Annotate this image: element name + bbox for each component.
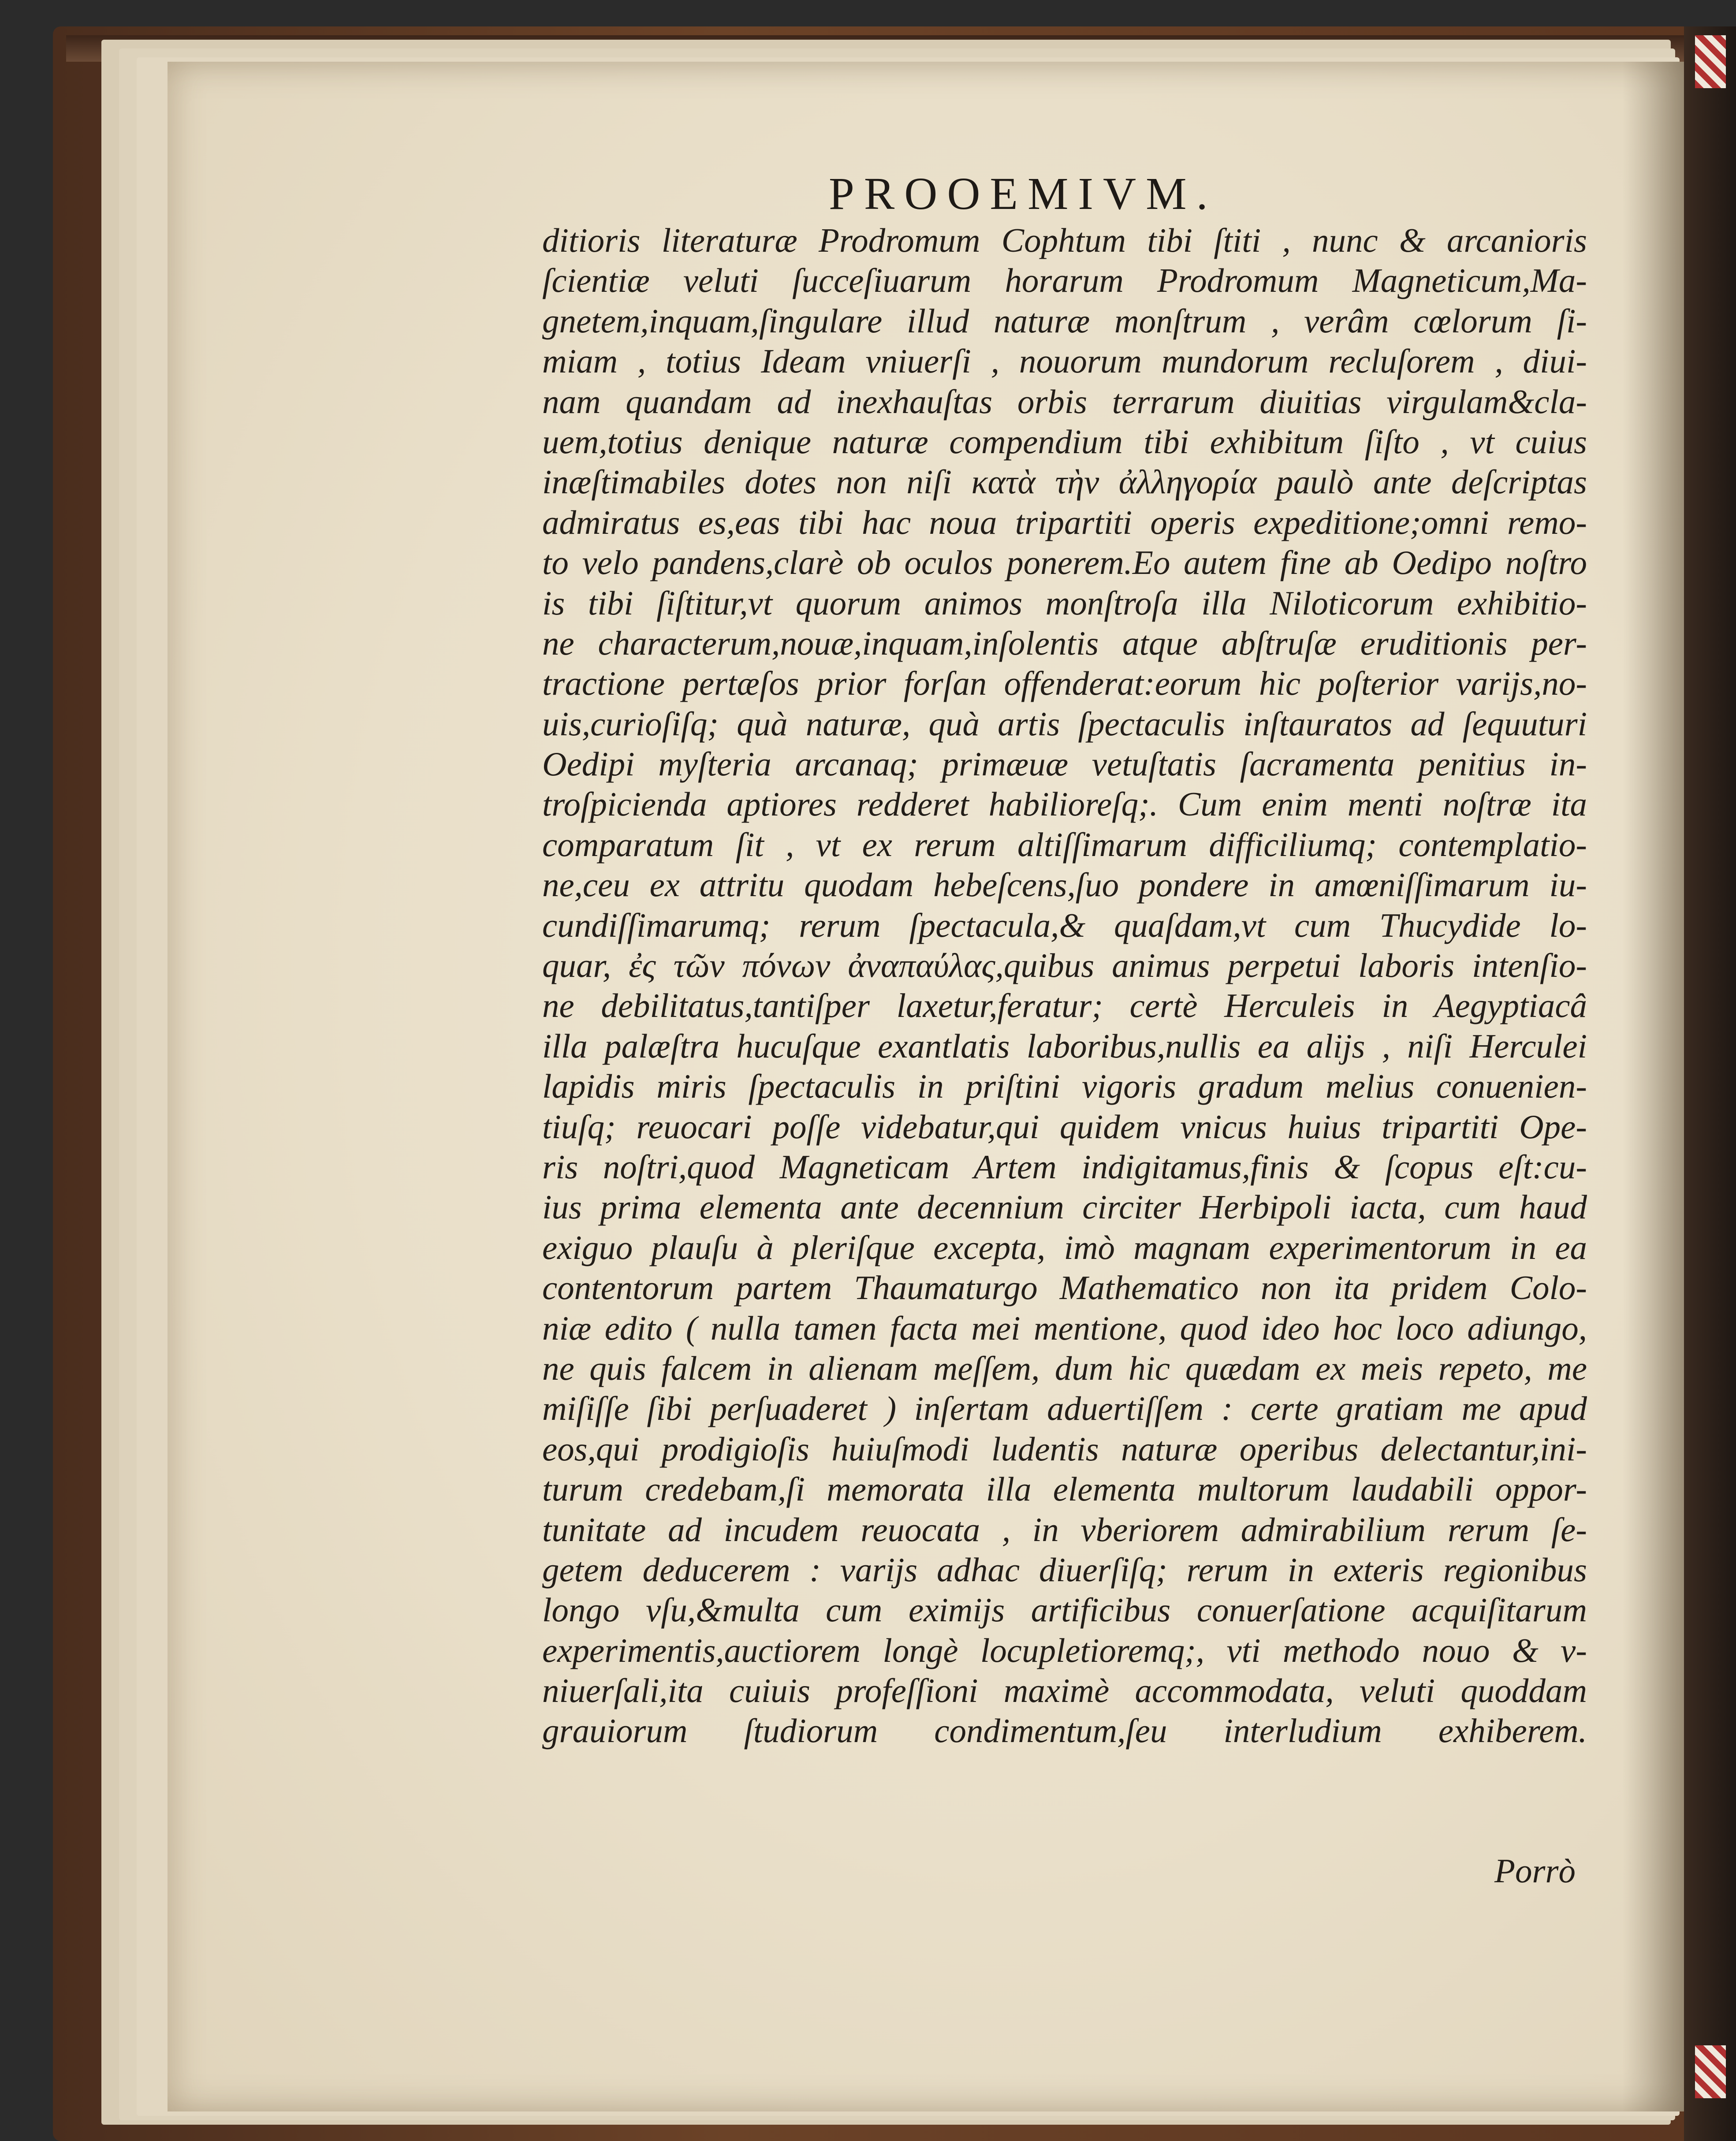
- text-line: nam quandam ad inexhauſtas orbis terrarum diuitias virgulam&cla-: [542, 382, 1587, 421]
- text-line: ne,ceu ex attritu quodam hebeſcens,ſuo pondere in amœniſſimarum iu-: [542, 866, 1587, 904]
- catchword: Porrò: [1494, 1852, 1576, 1890]
- text-line: niuerſali,ita cuiuis profeſſioni maximè accommodata, veluti quoddam: [542, 1672, 1587, 1710]
- text-line: ne debilitatus,tantiſper laxetur,feratur; certè Herculeis in Aegyptiacâ: [542, 987, 1587, 1025]
- text-line: contentorum partem Thaumaturgo Mathematico non ita pridem Colo-: [542, 1269, 1587, 1307]
- text-line: getem deducerem : varijs adhac diuerſiſq; rerum in exteris regionibus: [542, 1550, 1587, 1589]
- book-spine: [1684, 26, 1736, 2141]
- text-line: miſiſſe ſibi perſuaderet ) inſertam aduertiſſem : certe gratiam me apud: [542, 1389, 1587, 1428]
- text-line: turum credebam,ſi memorata illa elementa multorum laudabili oppor-: [542, 1470, 1587, 1508]
- text-line: ris noſtri,quod Magneticam Artem indigitamus,finis & ſcopus eſt:cu-: [542, 1147, 1587, 1186]
- text-line: uis,curioſiſq; quà naturæ, quà artis ſpectaculis inſtauratos ad ſequuturi: [542, 704, 1587, 743]
- headband-top: [1695, 35, 1726, 88]
- text-line: tractione pertæſos prior forſan offenderat:eorum hic poſterior varijs,no-: [542, 664, 1587, 703]
- text-line: ius prima elementa ante decennium circiter Herbipoli iacta, cum haud: [542, 1188, 1587, 1226]
- text-line: ſcientiæ veluti ſucceſiuarum horarum Prodromum Magneticum,Ma-: [542, 261, 1587, 300]
- text-line: quar, ἐς τῶν πόνων ἀναπαύλας,quibus animus perpetui laboris intenſio-: [542, 946, 1587, 985]
- headband-bottom: [1695, 2045, 1726, 2098]
- text-line: cundiſſimarumq; rerum ſpectacula,& quaſdam,vt cum Thucydide lo-: [542, 906, 1587, 944]
- text-line: troſpicienda aptiores redderet habilioreſq;. Cum enim menti noſtræ ita: [542, 785, 1587, 823]
- text-line: comparatum ſit , vt ex rerum altiſſimarum difficiliumq; contemplatio-: [542, 825, 1587, 864]
- text-line: niæ edito ( nulla tamen facta mei mentione, quod ideo hoc loco adiungo,: [542, 1309, 1587, 1347]
- text-line: experimentis,auctiorem longè locupletioremq;, vti methodo nouo & v-: [542, 1631, 1587, 1669]
- text-line: Oedipi myſteria arcanaq; primæuæ vetuſtatis ſacramenta penitius in-: [542, 745, 1587, 783]
- text-line: inæſtimabiles dotes non niſi κατὰ τὴν ἀλληγορία paulò ante deſcriptas: [542, 463, 1587, 501]
- text-line: uem,totius denique naturæ compendium tibi exhibitum ſiſto , vt cuius: [542, 422, 1587, 461]
- text-line: is tibi ſiſtitur,vt quorum animos monſtroſa illa Niloticorum exhibitio-: [542, 584, 1587, 622]
- text-line: lapidis miris ſpectaculis in priſtini vigoris gradum melius conuenien-: [542, 1067, 1587, 1106]
- page-heading: PROOEMIVM.: [829, 168, 1218, 219]
- gutter-shadow: [1622, 62, 1684, 2111]
- text-line: grauiorum ſtudiorum condimentum,ſeu interludium exhiberem.: [542, 1712, 1587, 1750]
- text-line: ne quis falcem in alienam meſſem, dum hic quædam ex meis repeto, me: [542, 1349, 1587, 1387]
- text-line: exiguo plauſu à pleriſque excepta, imò magnam experimentorum in ea: [542, 1228, 1587, 1266]
- text-line: miam , totius Ideam vniuerſi , nouorum mundorum recluſorem , diui-: [542, 342, 1587, 380]
- text-line: ne characterum,nouæ,inquam,inſolentis atque abſtruſæ eruditionis per-: [542, 624, 1587, 662]
- text-line: ditioris literaturæ Prodromum Cophtum tibi ſtiti , nunc & arcanioris: [542, 221, 1587, 259]
- text-line: gnetem,inquam,ſingulare illud naturæ monſtrum , verâm cœlorum ſi-: [542, 302, 1587, 340]
- text-line: eos,qui prodigioſis huiuſmodi ludentis naturæ operibus delectantur,ini-: [542, 1430, 1587, 1468]
- text-line: longo vſu,&multa cum eximijs artificibus conuerſatione acquiſitarum: [542, 1591, 1587, 1629]
- text-line: to velo pandens,clarè ob oculos ponerem.Eo autem fine ab Oedipo noſtro: [542, 544, 1587, 582]
- text-line: tunitate ad incudem reuocata , in vberiorem admirabilium rerum ſe-: [542, 1510, 1587, 1549]
- body-text: [542, 220, 1587, 1751]
- text-line: admiratus es,eas tibi hac noua tripartiti operis expeditione;omni remo-: [542, 503, 1587, 541]
- text-line: tiuſq; reuocari poſſe videbatur,qui quidem vnicus huius tripartiti Ope-: [542, 1107, 1587, 1146]
- text-line: illa palæſtra hucuſque exantlatis laboribus,nullis ea alijs , niſi Herculei: [542, 1027, 1587, 1065]
